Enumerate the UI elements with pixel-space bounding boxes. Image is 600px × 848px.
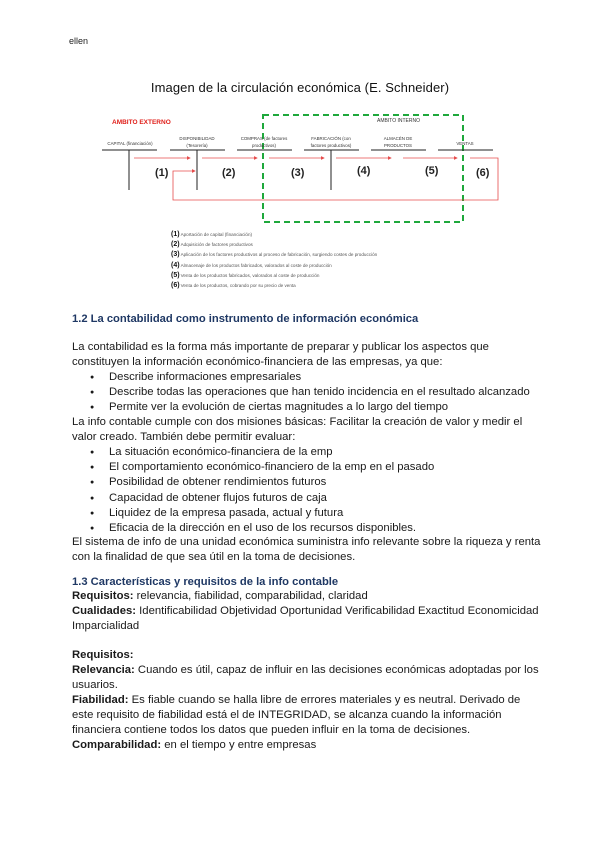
list-item: ● Posibilidad de obtener rendimientos futuros: [90, 475, 434, 490]
svg-text:VENTAS: VENTAS: [456, 141, 474, 146]
svg-text:FABRICACIÓN (con: FABRICACIÓN (con: [311, 136, 351, 141]
list-item: ● El comportamiento económico-financiero de la emp en el pasado: [90, 460, 434, 475]
figure-title: Imagen de la circulación económica (E. Schneider): [150, 80, 450, 95]
legend-item: (3)Aplicación de los factores productivos al proceso de fabricación, surgiendo costes de producción: [171, 251, 378, 259]
svg-text:(4): (4): [357, 165, 371, 177]
bullet-list-1: [90, 370, 530, 416]
svg-text:factores productivos): factores productivos): [310, 143, 352, 148]
legend-item: (6)Venta de los productos, cobrando por su precio de venta: [171, 282, 296, 290]
svg-text:(2): (2): [222, 167, 236, 179]
svg-text:DISPONIBILIDAD: DISPONIBILIDAD: [179, 136, 215, 141]
list-item: ● Liquidez de la empresa pasada, actual y futura: [90, 506, 434, 521]
svg-text:CAPITAL (financiación): CAPITAL (financiación): [107, 141, 153, 146]
legend-item: (2)Adquisición de factores productivos: [171, 241, 253, 249]
section-1-3-heading: 1.3 Características y requisitos de la info contable: [72, 576, 339, 588]
svg-text:productivos): productivos): [252, 143, 276, 148]
list-item: ● Describe todas las operaciones que han tenido incidencia en el resultado alcanzado: [90, 385, 530, 400]
section-1-2-missions: La info contable cumple con dos misiones básicas: Facilitar la creación de valor y medir el valor creado. También debe permitir evaluar:: [72, 416, 523, 444]
section-1-2-intro: La contabilidad es la forma más importante de preparar y publicar los aspectos que constituyen la información económico-financiera de las empresas, ya que:: [72, 341, 489, 369]
requisitos-heading: Requisitos:: [72, 649, 134, 661]
list-item: ● Permite ver la evolución de ciertas magnitudes a lo largo del tiempo: [90, 400, 530, 415]
legend-item: (5)Venta de los productos fabricados, valorados al coste de producción: [171, 271, 320, 279]
svg-text:(5): (5): [425, 165, 439, 177]
section-1-2-heading: 1.2 La contabilidad como instrumento de información económica: [72, 313, 419, 325]
svg-text:(Tesorería): (Tesorería): [186, 143, 208, 148]
ambito-externo-label: AMBITO EXTERNO: [112, 119, 171, 126]
list-item: ● Describe informaciones empresariales: [90, 370, 530, 385]
fiabilidad-paragraph: Fiabilidad: Es fiable cuando se halla libre de errores materiales y es neutral. Derivado de este requisito de fiabilidad está el de INTEGRIDAD, se alcanza cuando la información financiera contiene todos los datos que pueden influir en la toma de decisiones.: [72, 694, 521, 737]
document-author: ellen: [69, 36, 89, 46]
requisitos-line: Requisitos: relevancia, fiabilidad, comparabilidad, claridad: [72, 590, 368, 602]
bullet-list-2: [90, 445, 434, 536]
list-item: ● Capacidad de obtener flujos futuros de caja: [90, 491, 434, 506]
section-1-2-closing: El sistema de info de una unidad económica suministra info relevante sobre la riqueza y renta con la finalidad de que sea útil en la toma de decisiones.: [72, 536, 541, 564]
legend-item: (1)Aportación de capital (financiación): [171, 231, 253, 238]
ambito-interno-label: AMBITO INTERNO: [377, 118, 420, 124]
comparabilidad-paragraph: Comparabilidad: en el tiempo y entre empresas: [72, 739, 317, 751]
list-item: ● La situación económico-financiera de la emp: [90, 445, 434, 460]
cualidades-line: Cualidades: Identificabilidad Objetividad Oportunidad Verificabilidad Exactitud Economicidad Imparcialidad: [72, 605, 539, 633]
svg-text:ALMACÉN DE: ALMACÉN DE: [383, 136, 413, 141]
svg-text:(3): (3): [291, 167, 305, 179]
legend-item: (4)Almacenaje de los productos fabricados, valorados al coste de producción: [171, 261, 332, 269]
list-item: ● Eficacia de la dirección en el uso de los recursos disponibles.: [90, 521, 434, 536]
svg-text:PRODUCTOS: PRODUCTOS: [384, 143, 412, 148]
svg-text:(6): (6): [476, 167, 490, 179]
relevancia-paragraph: Relevancia: Cuando es útil, capaz de influir en las decisiones económicas adoptadas por los usuarios.: [72, 664, 539, 692]
svg-text:COMPRAS (de factores: COMPRAS (de factores: [240, 136, 288, 141]
svg-text:(1): (1): [155, 167, 169, 179]
figure-legend: [171, 230, 377, 291]
